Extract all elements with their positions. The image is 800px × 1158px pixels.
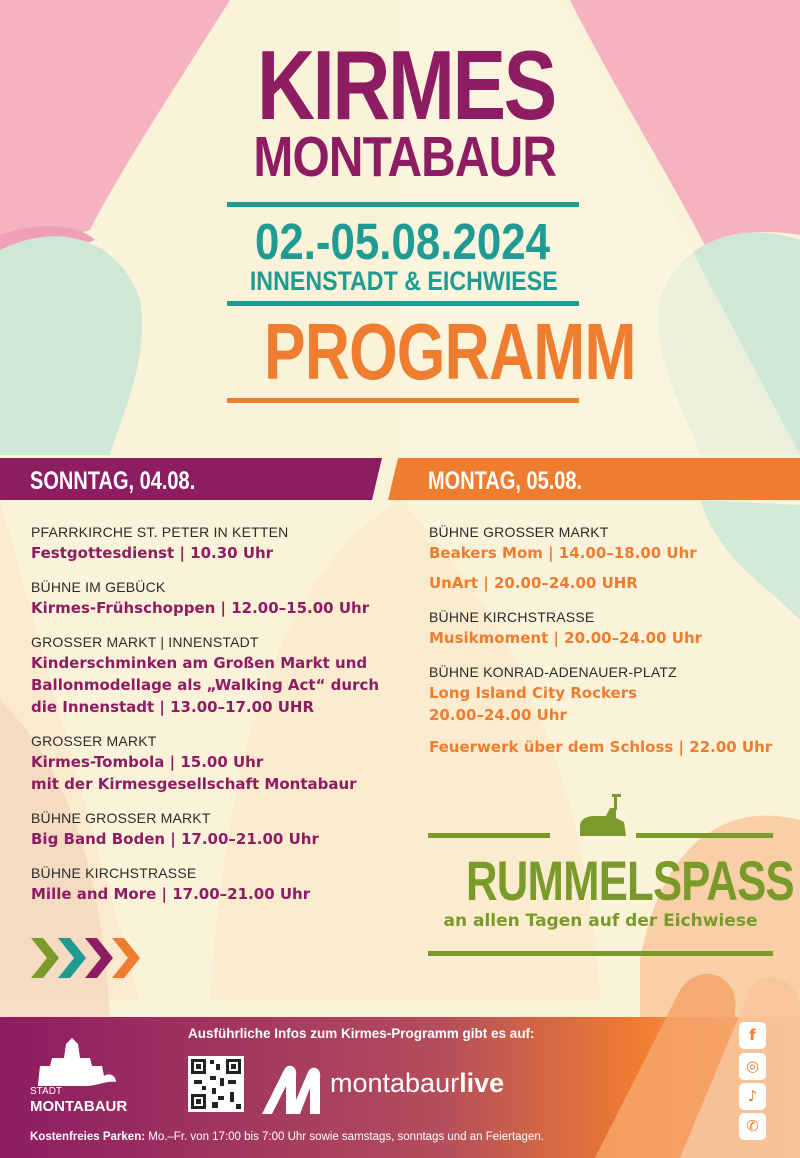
rummelspass-subtitle: an allen Tagen auf der Eichwiese bbox=[443, 911, 758, 931]
event-activity: Ballonmodellage als „Walking Act“ durch bbox=[31, 676, 380, 694]
event-venue: BÜHNE GROSSER MARKT bbox=[31, 810, 211, 826]
monday-events bbox=[429, 522, 779, 771]
event-activity: mit der Kirmesgesellschaft Montabaur bbox=[31, 775, 357, 793]
program-heading: PROGRAMM bbox=[264, 307, 636, 396]
teal-rule-bottom bbox=[227, 301, 579, 306]
teal-rule-top bbox=[227, 202, 579, 207]
event-venue: BÜHNE KONRAD-ADENAUER-PLATZ bbox=[429, 664, 677, 680]
event-activity: Beakers Mom | 14.00–18.00 Uhr bbox=[429, 544, 697, 562]
event-item bbox=[429, 607, 779, 649]
chevron-arrows-icon bbox=[31, 938, 143, 978]
event-item bbox=[31, 632, 381, 718]
rummelspass-title: RUMMELSPASS bbox=[465, 849, 794, 912]
event-venue: GROSSER MARKT | INNENSTADT bbox=[31, 634, 259, 650]
event-activity: Kirmes-Tombola | 15.00 Uhr bbox=[31, 753, 264, 771]
poster-subtitle: MONTABAUR bbox=[253, 125, 557, 189]
monday-heading: MONTAG, 05.08. bbox=[428, 467, 583, 495]
event-item bbox=[31, 577, 381, 619]
brand-wordmark[interactable]: montabaurlive bbox=[330, 1068, 505, 1098]
city-name: MONTABAUR bbox=[30, 1098, 128, 1115]
event-venue: PFARRKIRCHE ST. PETER IN KETTEN bbox=[31, 524, 289, 540]
event-activity: Feuerwerk über dem Schloss | 22.00 Uhr bbox=[429, 738, 773, 756]
rummelspass-block bbox=[428, 849, 794, 932]
event-item bbox=[31, 522, 381, 564]
event-activity: die Innenstadt | 13.00–17.00 UHR bbox=[31, 698, 315, 716]
event-location: INNENSTADT & EICHWIESE bbox=[249, 266, 558, 296]
event-venue: BÜHNE KIRCHSTRASSE bbox=[31, 865, 197, 881]
event-venue: BÜHNE GROSSER MARKT bbox=[429, 524, 609, 540]
qr-code-icon[interactable] bbox=[188, 1056, 244, 1112]
event-activity: Kinderschminken am Großen Markt und bbox=[31, 654, 368, 672]
event-venue: GROSSER MARKT bbox=[31, 733, 157, 749]
tiktok-icon[interactable]: ♪ bbox=[739, 1083, 766, 1110]
event-dates: 02.-05.08.2024 bbox=[254, 213, 551, 270]
montabaurlive-logo-icon bbox=[262, 1064, 322, 1114]
poster-title: KIRMES bbox=[256, 30, 555, 140]
event-item bbox=[429, 522, 779, 564]
event-activity: Long Island City Rockers bbox=[429, 684, 638, 702]
bumper-car-icon bbox=[428, 792, 773, 844]
event-item bbox=[31, 808, 381, 850]
event-activity: Kirmes-Frühschoppen | 12.00–15.00 Uhr bbox=[31, 599, 370, 617]
event-item bbox=[429, 572, 779, 594]
event-venue: BÜHNE KIRCHSTRASSE bbox=[429, 609, 595, 625]
info-text: Ausführliche Infos zum Kirmes-Programm gibt es auf: bbox=[188, 1026, 535, 1041]
castle-logo-icon bbox=[30, 1036, 120, 1088]
event-activity: 20.00–24.00 Uhr bbox=[429, 706, 567, 724]
event-activity: Festgottesdienst | 10.30 Uhr bbox=[31, 544, 274, 562]
sunday-events bbox=[31, 522, 381, 918]
event-activity: UnArt | 20.00–24.00 UHR bbox=[429, 574, 638, 592]
event-item bbox=[31, 731, 381, 795]
city-label: STADT bbox=[30, 1086, 63, 1097]
green-rule bbox=[428, 951, 773, 956]
parking-note: Kostenfreies Parken: Mo.–Fr. von 17:00 bis 7:00 Uhr sowie samstags, sonntags und an Feiertagen. bbox=[30, 1131, 544, 1143]
facebook-icon[interactable]: f bbox=[739, 1022, 766, 1049]
event-item bbox=[429, 662, 779, 726]
event-item bbox=[31, 863, 381, 905]
sunday-heading: SONNTAG, 04.08. bbox=[30, 467, 196, 495]
event-activity: Big Band Boden | 17.00–21.00 Uhr bbox=[31, 830, 319, 848]
event-venue: BÜHNE IM GEBÜCK bbox=[31, 579, 166, 595]
event-activity: Mille and More | 17.00–21.00 Uhr bbox=[31, 885, 311, 903]
orange-rule bbox=[227, 398, 579, 403]
event-item bbox=[429, 736, 779, 758]
event-activity: Musikmoment | 20.00–24.00 Uhr bbox=[429, 629, 703, 647]
poster-header bbox=[225, 30, 636, 403]
instagram-icon[interactable]: ◎ bbox=[739, 1053, 766, 1080]
whatsapp-icon[interactable]: ✆ bbox=[739, 1113, 766, 1140]
